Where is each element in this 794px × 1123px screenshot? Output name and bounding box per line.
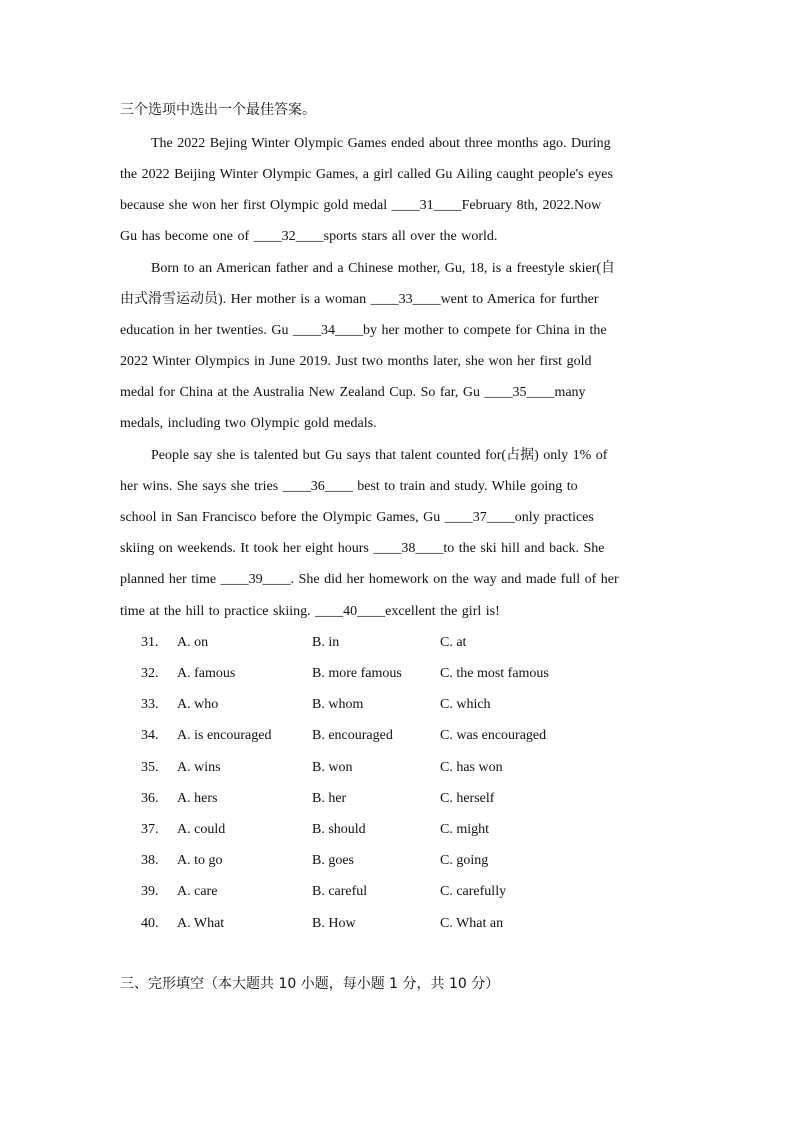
option-b: B. in bbox=[312, 635, 340, 650]
question-options-32 bbox=[0, 666, 794, 684]
question-options-40 bbox=[0, 916, 794, 934]
option-c: C. carefully bbox=[440, 884, 507, 899]
question-number: 34. bbox=[141, 728, 159, 743]
option-b: B. encouraged bbox=[312, 728, 393, 743]
question-number: 37. bbox=[141, 822, 159, 837]
question-number: 33. bbox=[141, 697, 159, 712]
question-number: 40. bbox=[141, 916, 159, 931]
question-number: 32. bbox=[141, 666, 159, 681]
passage-line: her wins. She says she tries ____36____ best to train and study. While going to bbox=[120, 479, 578, 494]
passage-line: 2022 Winter Olympics in June 2019. Just two months later, she won her first gold bbox=[120, 354, 592, 369]
question-number: 35. bbox=[141, 760, 159, 775]
passage-line: planned her time ____39____. She did her homework on the way and made full of her bbox=[120, 572, 619, 587]
option-a: A. wins bbox=[177, 760, 221, 775]
question-options-36 bbox=[0, 791, 794, 809]
question-number: 31. bbox=[141, 635, 159, 650]
option-b: B. more famous bbox=[312, 666, 402, 681]
passage-line: school in San Francisco before the Olympic Games, Gu ____37____only practices bbox=[120, 510, 594, 525]
option-c: C. might bbox=[440, 822, 490, 837]
passage-line: Gu has become one of ____32____sports stars all over the world. bbox=[120, 229, 498, 244]
option-a: A. famous bbox=[177, 666, 236, 681]
option-a: A. care bbox=[177, 884, 218, 899]
question-options-33 bbox=[0, 697, 794, 715]
section-heading: 三、完形填空（本大题共 10 小题，每小题 1 分，共 10 分） bbox=[120, 976, 500, 992]
passage-line: medal for China at the Australia New Zealand Cup. So far, Gu ____35____many bbox=[120, 385, 586, 400]
question-options-31 bbox=[0, 635, 794, 653]
option-b: B. won bbox=[312, 760, 353, 775]
passage-line: time at the hill to practice skiing. ____40____excellent the girl is! bbox=[120, 604, 500, 619]
passage-line: 由式滑雪运动员). Her mother is a woman ____33____went to America for further bbox=[120, 292, 599, 307]
passage-line: the 2022 Beijing Winter Olympic Games, a girl called Gu Ailing caught people's eyes bbox=[120, 167, 613, 182]
option-c: C. herself bbox=[440, 791, 495, 806]
option-c: C. the most famous bbox=[440, 666, 549, 681]
option-b: B. careful bbox=[312, 884, 368, 899]
option-c: C. going bbox=[440, 853, 489, 868]
passage-line: medals, including two Olympic gold medals. bbox=[120, 416, 377, 431]
passage-line: because she won her first Olympic gold medal ____31____February 8th, 2022.Now bbox=[120, 198, 602, 213]
passage-line: education in her twenties. Gu ____34____by her mother to compete for China in the bbox=[120, 323, 607, 338]
option-c: C. which bbox=[440, 697, 491, 712]
question-options-37 bbox=[0, 822, 794, 840]
question-options-34 bbox=[0, 728, 794, 746]
option-c: C. What an bbox=[440, 916, 504, 931]
question-options-38 bbox=[0, 853, 794, 871]
passage-line: People say she is talented but Gu says that talent counted for(占据) only 1% of bbox=[151, 448, 608, 463]
option-a: A. to go bbox=[177, 853, 223, 868]
option-c: C. was encouraged bbox=[440, 728, 547, 743]
passage-line: skiing on weekends. It took her eight hours ____38____to the ski hill and back. She bbox=[120, 541, 605, 556]
option-a: A. hers bbox=[177, 791, 218, 806]
passage-line: Born to an American father and a Chinese mother, Gu, 18, is a freestyle skier(自 bbox=[151, 261, 616, 276]
instruction-text: 三个选项中选出一个最佳答案。 bbox=[120, 102, 316, 118]
option-b: B. goes bbox=[312, 853, 354, 868]
question-number: 38. bbox=[141, 853, 159, 868]
option-a: A. is encouraged bbox=[177, 728, 272, 743]
option-a: A. What bbox=[177, 916, 225, 931]
option-c: C. at bbox=[440, 635, 467, 650]
question-number: 36. bbox=[141, 791, 159, 806]
option-b: B. How bbox=[312, 916, 356, 931]
option-a: A. could bbox=[177, 822, 226, 837]
question-options-35 bbox=[0, 760, 794, 778]
question-options-39 bbox=[0, 884, 794, 902]
option-b: B. whom bbox=[312, 697, 364, 712]
option-a: A. who bbox=[177, 697, 219, 712]
option-c: C. has won bbox=[440, 760, 503, 775]
option-b: B. her bbox=[312, 791, 347, 806]
option-b: B. should bbox=[312, 822, 366, 837]
option-a: A. on bbox=[177, 635, 209, 650]
question-number: 39. bbox=[141, 884, 159, 899]
passage-line: The 2022 Bejing Winter Olympic Games ended about three months ago. During bbox=[151, 136, 611, 151]
